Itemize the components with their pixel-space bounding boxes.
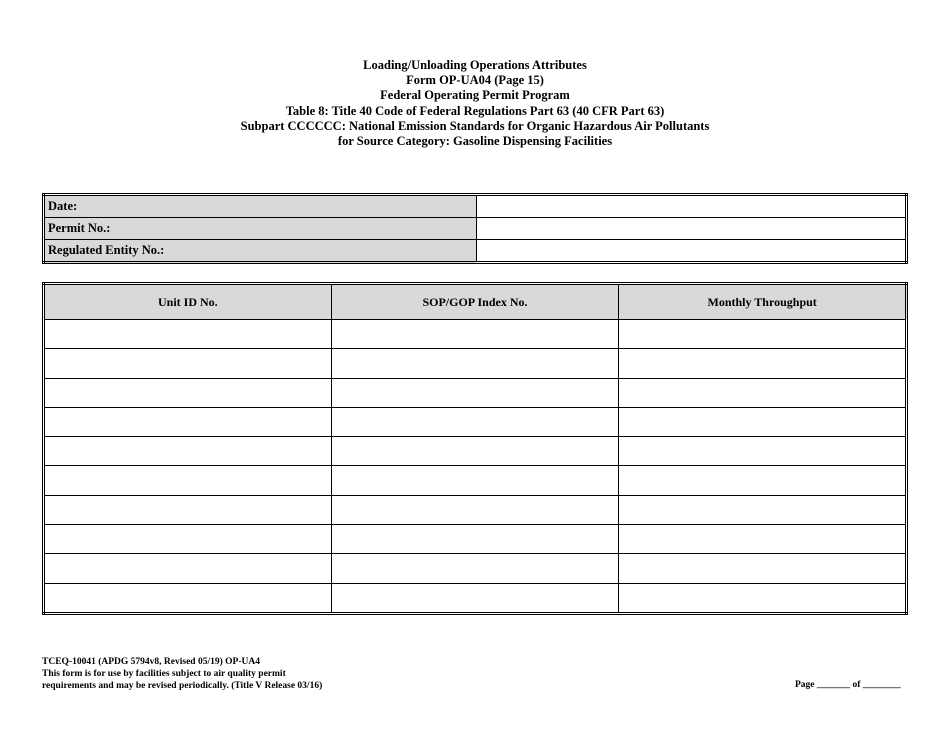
form-number: Form OP-UA04 (Page 15) bbox=[406, 73, 544, 88]
sop-gop-index-cell[interactable] bbox=[331, 437, 619, 466]
unit-id-cell[interactable] bbox=[44, 583, 332, 613]
unit-id-cell[interactable] bbox=[44, 437, 332, 466]
sop-gop-index-cell[interactable] bbox=[331, 554, 619, 583]
date-label: Date: bbox=[44, 195, 477, 218]
monthly-throughput-cell[interactable] bbox=[619, 437, 907, 466]
page-number: Page _______ of ________ bbox=[795, 680, 901, 690]
monthly-throughput-cell[interactable] bbox=[619, 495, 907, 524]
unit-id-cell[interactable] bbox=[44, 320, 332, 349]
sop-gop-index-cell[interactable] bbox=[331, 349, 619, 378]
table-row bbox=[44, 554, 907, 583]
monthly-throughput-cell[interactable] bbox=[619, 466, 907, 495]
table-row bbox=[44, 320, 907, 349]
permit-field[interactable] bbox=[477, 218, 907, 240]
form-title: Loading/Unloading Operations Attributes bbox=[363, 58, 587, 72]
column-header-unit-id: Unit ID No. bbox=[44, 284, 332, 320]
monthly-throughput-cell[interactable] bbox=[619, 554, 907, 583]
form-header bbox=[0, 58, 950, 149]
sop-gop-index-cell[interactable] bbox=[331, 466, 619, 495]
form-footer bbox=[42, 656, 322, 692]
table-row bbox=[44, 437, 907, 466]
table-row bbox=[44, 525, 907, 554]
unit-id-cell[interactable] bbox=[44, 495, 332, 524]
table-header-row bbox=[44, 284, 907, 320]
throughput-table bbox=[42, 282, 908, 615]
sop-gop-index-cell[interactable] bbox=[331, 495, 619, 524]
monthly-throughput-cell[interactable] bbox=[619, 583, 907, 613]
sop-gop-index-cell[interactable] bbox=[331, 378, 619, 407]
source-category: for Source Category: Gasoline Dispensing Facilities bbox=[337, 134, 613, 149]
monthly-throughput-cell[interactable] bbox=[619, 525, 907, 554]
unit-id-cell[interactable] bbox=[44, 466, 332, 495]
permit-label: Permit No.: bbox=[44, 218, 477, 240]
form-id-line: TCEQ-10041 (APDG 5794v8, Revised 05/19) OP-UA4 bbox=[42, 657, 260, 667]
monthly-throughput-cell[interactable] bbox=[619, 349, 907, 378]
usage-note-line2: requirements and may be revised periodically. (Title V Release 03/16) bbox=[42, 681, 323, 691]
table-row bbox=[44, 349, 907, 378]
monthly-throughput-cell[interactable] bbox=[619, 378, 907, 407]
monthly-throughput-cell[interactable] bbox=[619, 320, 907, 349]
usage-note-line1: This form is for use by facilities subject to air quality permit bbox=[42, 669, 286, 679]
unit-id-cell[interactable] bbox=[44, 554, 332, 583]
subpart-title: Subpart CCCCCC: National Emission Standards for Organic Hazardous Air Pollutants bbox=[240, 118, 710, 133]
table-row bbox=[44, 466, 907, 495]
entity-row bbox=[44, 240, 907, 263]
unit-id-cell[interactable] bbox=[44, 349, 332, 378]
unit-id-cell[interactable] bbox=[44, 378, 332, 407]
entity-field[interactable] bbox=[477, 240, 907, 263]
sop-gop-index-cell[interactable] bbox=[331, 407, 619, 436]
table-row bbox=[44, 583, 907, 613]
monthly-throughput-cell[interactable] bbox=[619, 407, 907, 436]
unit-id-cell[interactable] bbox=[44, 407, 332, 436]
sop-gop-index-cell[interactable] bbox=[331, 320, 619, 349]
entity-label: Regulated Entity No.: bbox=[44, 240, 477, 263]
sop-gop-index-cell[interactable] bbox=[331, 583, 619, 613]
column-header-monthly-throughput: Monthly Throughput bbox=[619, 284, 907, 320]
date-row bbox=[44, 195, 907, 218]
sop-gop-index-cell[interactable] bbox=[331, 525, 619, 554]
program-name: Federal Operating Permit Program bbox=[380, 88, 570, 103]
info-table bbox=[42, 193, 908, 264]
permit-row bbox=[44, 218, 907, 240]
table-title: Table 8: Title 40 Code of Federal Regulations Part 63 (40 CFR Part 63) bbox=[285, 103, 665, 118]
table-row bbox=[44, 495, 907, 524]
table-row bbox=[44, 407, 907, 436]
column-header-sop-gop-index: SOP/GOP Index No. bbox=[331, 284, 619, 320]
unit-id-cell[interactable] bbox=[44, 525, 332, 554]
table-row bbox=[44, 378, 907, 407]
date-field[interactable] bbox=[477, 195, 907, 218]
